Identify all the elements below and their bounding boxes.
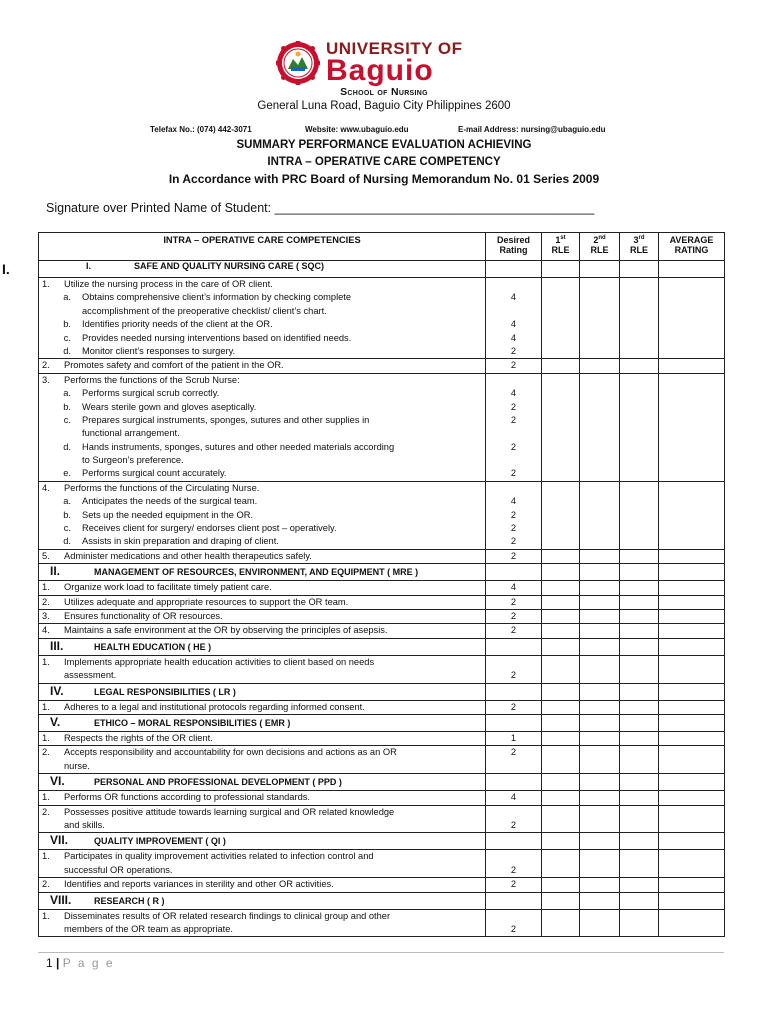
competency-group-1: 1. Utilize the nursing process in the care of OR client. a. Obtains comprehensive client’s information by checking complete accomplishment of the preoperative checklist/ client’s chart. b. Identifies priority needs of the client at the OR. c. Provides needed nursing interventions based on identified needs. d. Monitor client’s responses to surgery. 4 4 4 2 [39, 278, 725, 359]
section-row-research: VIII. RESEARCH ( R ) [39, 892, 725, 909]
competency-row: 1. Participates in quality improvement activities related to infection control and successful OR operations. 2 [39, 850, 725, 878]
university-name-city: Baguio [326, 54, 434, 87]
competency-row: 1. Respects the rights of the OR client. 1 [39, 732, 725, 746]
title-line-2: INTRA – OPERATIVE CARE COMPETENCY [267, 156, 501, 168]
document-titles [0, 137, 768, 188]
school-name: School of Nursing [340, 86, 428, 98]
competency-row: 1. Disseminates results of OR related research findings to clinical group and other members of the OR team as appropriate. 2 [39, 909, 725, 937]
section-row-sqc: I. I. SAFE AND QUALITY NURSING CARE ( SQC) [39, 261, 725, 278]
competency-group-4: 4. Performs the functions of the Circulating Nurse. a. Anticipates the needs of the surgical team. b. Sets up the needed equipment in the OR. c. Receives client for surgery/ endorses client post – operatively. d. Assists in skin preparation and draping of client. 4 2 2 2 [39, 481, 725, 549]
competency-row: 2. Identifies and reports variances in sterility and other OR activities. 2 [39, 878, 725, 892]
header-rle-1: 1st RLE [542, 233, 580, 261]
header-rle-3: 3rd RLE [620, 233, 659, 261]
competency-row: 2. Accepts responsibility and accountability for own decisions and actions as an OR nurse. 2 [39, 746, 725, 774]
telefax: Telefax No.: (074) 442-3071 [150, 125, 252, 134]
section-row-emr: V. ETHICO – MORAL RESPONSIBILITIES ( EMR ) [39, 715, 725, 732]
competency-row: 4. Maintains a safe environment at the OR by observing the principles of asepsis. 2 [39, 624, 725, 638]
section-row-mre: II. MANAGEMENT OF RESOURCES, ENVIRONMENT, AND EQUIPMENT ( MRE ) [39, 564, 725, 581]
competency-row-5: 5. Administer medications and other health therapeutics safely. 2 [39, 549, 725, 563]
competency-row: 1. Performs OR functions according to professional standards. 4 [39, 791, 725, 805]
signature-line[interactable]: Signature over Printed Name of Student: ______________________________________________ [46, 201, 595, 215]
evaluation-table [2, 232, 725, 937]
competency-row: 1. Organize work load to facilitate timely patient care. 4 [39, 581, 725, 595]
footer-divider [38, 952, 724, 953]
university-name-top: UNIVERSITY OF [326, 39, 463, 58]
competency-row: 1. Adheres to a legal and institutional protocols regarding informed consent. 2 [39, 700, 725, 714]
header-desired-rating: Desired Rating [486, 233, 542, 261]
page-separator: | [56, 956, 60, 970]
header-competencies: INTRA – OPERATIVE CARE COMPETENCIES [39, 233, 486, 261]
header-average-rating: AVERAGE RATING [659, 233, 725, 261]
page-label: P a g e [62, 956, 115, 970]
competency-row: 3. Ensures functionality of OR resources. 2 [39, 610, 725, 624]
competency-row: 2. Possesses positive attitude towards learning surgical and OR related knowledge and skills. 2 [39, 805, 725, 833]
page-number: 1 [46, 956, 53, 970]
website: Website: www.ubaguio.edu [305, 125, 409, 134]
page-footer [46, 956, 115, 970]
header-rle-2: 2nd RLE [580, 233, 620, 261]
competency-group-3: 3. Performs the functions of the Scrub Nurse: a. Performs surgical scrub correctly. b. Wears sterile gown and gloves aseptically. c. Prepares surgical instruments, sponges, sutures and other supplies in functional arrangement. d. Hands instruments, sponges, sutures and other needed materials according to Surgeon’s preference. e. Performs surgical count accurately. 4 2 2 2 2 [39, 373, 725, 481]
school-address: General Luna Road, Baguio City Philippines 2600 [257, 100, 511, 112]
table-header-row [39, 233, 725, 261]
university-seal-icon [276, 41, 320, 85]
university-logo [276, 40, 463, 86]
competency-row: 2. Utilizes adequate and appropriate resources to support the OR team. 2 [39, 595, 725, 609]
section-row-ppd: VI. PERSONAL AND PROFESSIONAL DEVELOPMENT ( PPD ) [39, 774, 725, 791]
section-row-he: III. HEALTH EDUCATION ( HE ) [39, 638, 725, 655]
title-line-3: In Accordance with PRC Board of Nursing Memorandum No. 01 Series 2009 [168, 172, 600, 186]
competency-row: 1. Implements appropriate health education activities to client based on needs assessment. 2 [39, 655, 725, 683]
section-row-qi: VII. QUALITY IMPROVEMENT ( QI ) [39, 833, 725, 850]
section-outer-numeral: I. [2, 261, 10, 277]
email: E-mail Address: nursing@ubaguio.edu [458, 125, 606, 134]
competency-row-2: 2. Promotes safety and comfort of the patient in the OR. 2 [39, 359, 725, 373]
title-line-1: SUMMARY PERFORMANCE EVALUATION ACHIEVING [236, 139, 532, 151]
section-row-lr: IV. LEGAL RESPONSIBILITIES ( LR ) [39, 683, 725, 700]
